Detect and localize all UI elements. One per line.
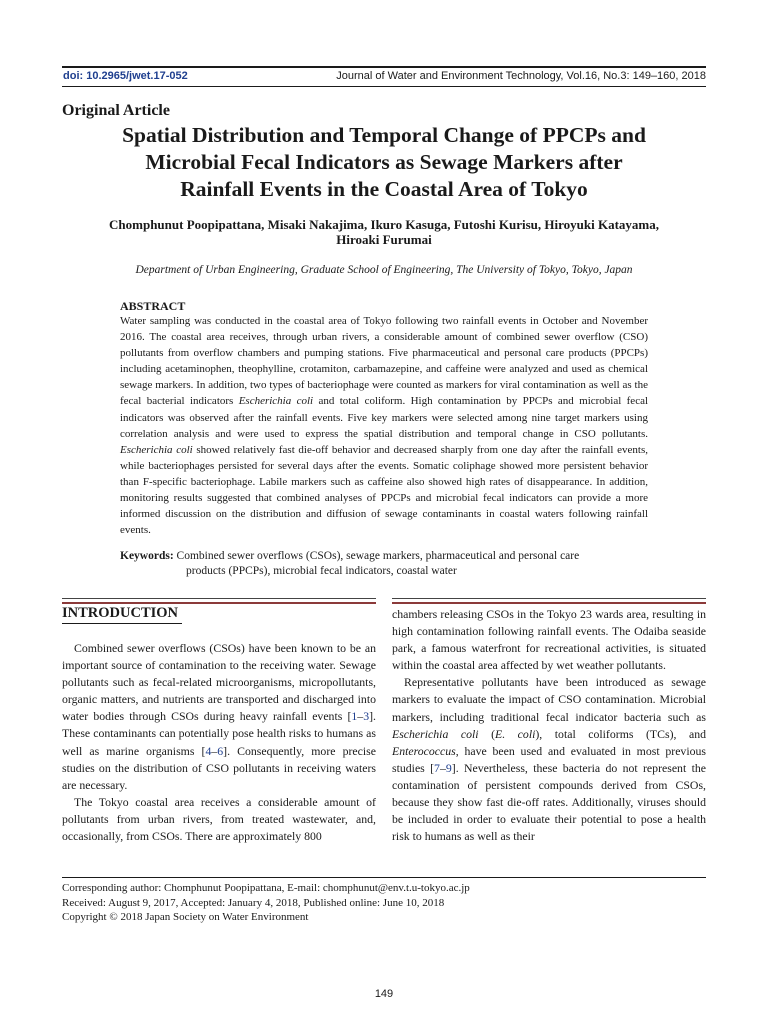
species-name: Escherichia coli <box>120 443 193 456</box>
citation-link[interactable]: 9 <box>445 760 452 775</box>
species-name: Escherichia coli <box>392 726 479 741</box>
species-name: Escherichia coli <box>238 395 314 408</box>
affiliation: Department of Urban Engineering, Graduate School of Engineering, The University of Tokyo, Tokyo, Japan <box>135 264 633 276</box>
citation-link[interactable]: 7 <box>434 760 440 775</box>
keywords <box>120 549 660 579</box>
article-type: Original Article <box>62 102 170 119</box>
copyright: Copyright © 2018 Japan Society on Water Environment <box>62 911 309 923</box>
section-heading-introduction: INTRODUCTION <box>62 605 179 621</box>
keywords-line: Combined sewer overflows (CSOs), sewage markers, pharmaceutical and personal care <box>173 550 580 562</box>
body-column-left <box>62 640 376 845</box>
authors-line: Chomphunut Poopipattana, Misaki Nakajima, Ikuro Kasuga, Futoshi Kurisu, Hiroyuki Katayama, <box>109 217 659 232</box>
footnote-rule <box>62 877 706 878</box>
heading-underline <box>62 623 182 624</box>
body-paragraph: Combined sewer overflows (CSOs) have been known to be an important source of contamination to the receiving water. Sewage pollutants such as fecal-related microorganisms, micropollutants, organic matters, and nutrients are transported and discharged into water bodies through CSOs during heavy rainfall events [1–3]. These contaminants can potentially pose health risks to humans as well as marine organisms [4–6]. Consequently, more precise studies on the distribution of CSO pollutants in receiving waters are necessary. <box>62 641 376 792</box>
paper-title <box>62 122 706 203</box>
author-list <box>62 217 706 247</box>
page-number: 149 <box>374 988 394 1000</box>
section-divider <box>62 598 376 599</box>
abstract-heading: ABSTRACT <box>120 299 186 313</box>
footnotes <box>62 881 470 925</box>
citation-link[interactable]: 4 <box>205 743 212 758</box>
species-name: Enterococcus <box>392 743 456 758</box>
keywords-label: Keywords: <box>120 550 174 562</box>
title-line: Rainfall Events in the Coastal Area of Tokyo <box>180 177 588 201</box>
section-divider <box>392 602 706 604</box>
section-divider <box>62 602 376 604</box>
keywords-line: products (PPCPs), microbial fecal indicators, coastal water <box>186 565 457 577</box>
citation-link[interactable]: 3 <box>363 709 370 724</box>
body-paragraph: Representative pollutants have been introduced as sewage markers to evaluate the impact of CSO contamination. Microbial markers, including traditional fecal indicator bacteria such as Escherichia coli (E. coli), total coliforms (TCs), and Enterococcus, have been used and evaluated in most previous studies [7–9]. Nevertheless, these bacteria do not represent the contamination of persistent compounds derived from CSOs, because they show fast die-off rates. Additionally, viruses should be included in order to evaluate their potential to pose a health risk to humans as well as their <box>392 675 706 844</box>
authors-line: Hiroaki Furumai <box>336 232 432 247</box>
species-name: E. coli <box>495 726 536 741</box>
header-bottom-rule <box>62 86 706 87</box>
body-column-right <box>392 606 706 845</box>
abstract-body <box>120 313 648 538</box>
title-line: Spatial Distribution and Temporal Change of PPCPs and <box>122 123 646 147</box>
body-paragraph: The Tokyo coastal area receives a considerable amount of pollutants from urban rivers, from treated wastewater, and, occasionally, from CSOs. There are approximately 800 <box>62 794 376 844</box>
journal-citation: Journal of Water and Environment Technology, Vol.16, No.3: 149–160, 2018 <box>336 70 706 82</box>
section-divider <box>392 598 706 599</box>
header-top-rule <box>62 66 706 68</box>
body-paragraph: chambers releasing CSOs in the Tokyo 23 wards area, resulting in high contamination following rainfall events. The Odaiba seaside park, a famous waterfront for recreational activities, is situated within the coastal area affected by wet weather pollutants. <box>392 607 706 673</box>
title-line: Microbial Fecal Indicators as Sewage Markers after <box>145 150 623 174</box>
citation-link[interactable]: 6 <box>217 743 224 758</box>
doi-link[interactable]: doi: 10.2965/jwet.17-052 <box>63 70 188 82</box>
abstract-paragraph: Water sampling was conducted in the coastal area of Tokyo following two rainfall events in October and November 2016. The coastal area receives, through urban rivers, a considerable amount of combined sewer overflow (CSO) pollutants from overflow chambers and pumping stations. Five pharmaceutical and personal care products (PPCPs) including acetaminophen, theophylline, crotamiton, carbamazepine, and caffeine were analyzed and used as chemical sewage markers. In addition, two types of bacteriophage were counted as markers for viral contamination as well as the fecal bacterial indicators Escherichia coli and total coliform. High contamination by PPCPs and microbial fecal indicators was observed after the rainfall events. Five key markers were selected among nine target markers using correlation analysis and were used to express the spatial distribution and temporal change in CSO pollutants. Escherichia coli showed relatively fast die-off behavior and decreased sharply from one day after the rainfall events, while bacteriophages persisted for several days after the events. Somatic coliphage showed more persistent behavior than F-specific bacteriophage. Labile markers such as caffeine also showed high rates of disappearance. In addition, monitoring results suggested that combined analyses of PPCPs and microbial fecal indicators can provide a more informed discussion on the distribution and diffusion of sewage contaminants in coastal waters following rainfall events. <box>120 315 649 537</box>
publication-dates: Received: August 9, 2017, Accepted: January 4, 2018, Published online: June 10, 2018 <box>62 896 445 909</box>
corresponding-author: Corresponding author: Chomphunut Poopipattana, E-mail: chomphunut@env.t.u-tokyo.ac.jp <box>62 882 470 894</box>
citation-link[interactable]: 1 <box>351 709 358 724</box>
